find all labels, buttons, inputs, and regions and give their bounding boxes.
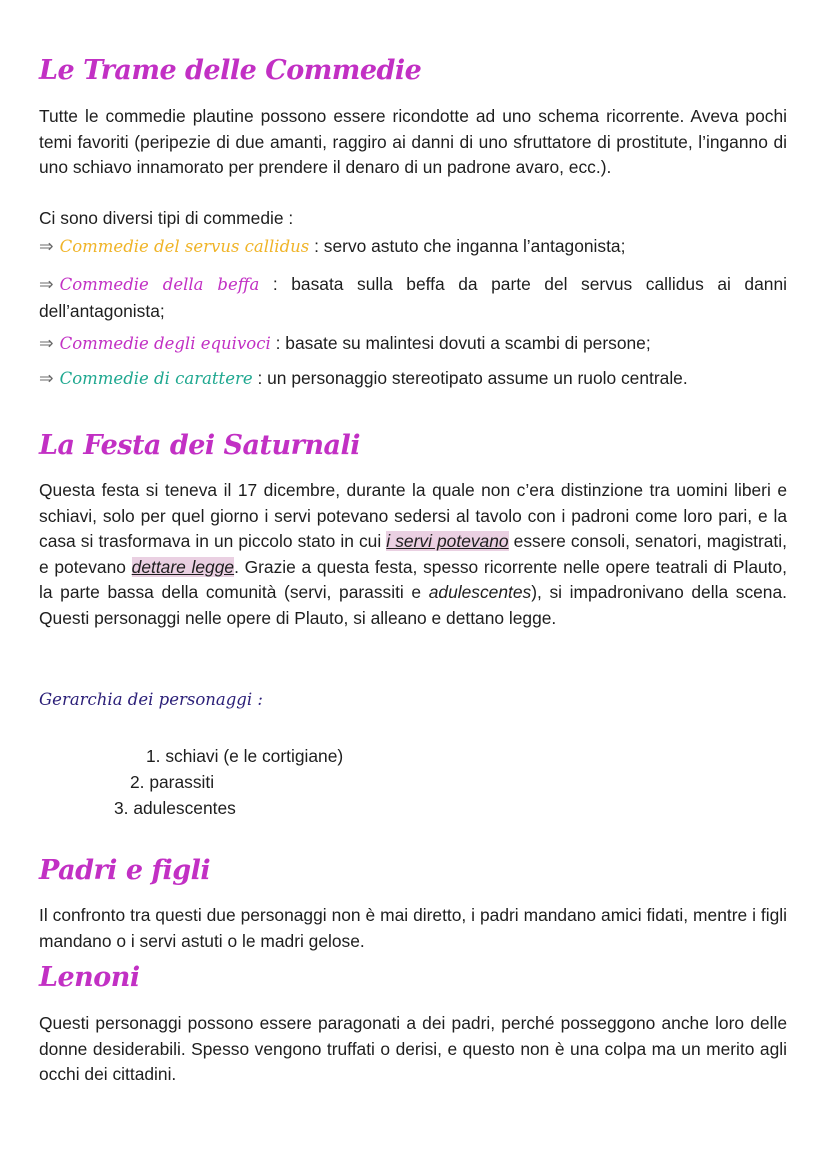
arrow-icon: ⇒ <box>39 236 54 256</box>
arrow-icon: ⇒ <box>39 274 54 294</box>
type-text-callidus: servo astuto che inganna l’antagonista; <box>323 236 626 256</box>
hierarchy-label <box>39 690 263 709</box>
saturnali-text-4: ), si impadronivano della scena. Questi personaggi nelle opere di Plauto, si alleano e dettano legge. <box>39 582 787 628</box>
type-item-callidus <box>39 234 787 260</box>
section-title-saturnali: La Festa dei Saturnali <box>39 430 360 461</box>
arrow-icon: ⇒ <box>39 333 54 353</box>
type-label-callidus: Commedie del servus callidus <box>59 237 310 256</box>
type-sep: : <box>275 333 281 353</box>
type-label-carattere: Commedie di carattere <box>59 369 253 388</box>
hierarchy-sep: : <box>257 690 263 709</box>
highlight-servi-potevano: i servi potevano <box>386 531 509 551</box>
lenoni-paragraph: Questi personaggi possono essere paragonati a dei padri, perché posseggono anche loro delle donne desiderabili. Spesso vengono truffati o derisi, e questo non è una colpa ma un merito agli occhi dei cittadini. <box>39 1013 787 1084</box>
type-sep: : <box>257 368 263 388</box>
saturnali-text-3: . Grazie a questa festa, spesso ricorrente nelle opere teatrali di Plauto, la parte bassa della comunità (servi, parassiti e <box>39 556 787 602</box>
hierarchy-item-3: 3. adulescentes <box>114 798 236 818</box>
type-item-equivoci <box>39 331 787 357</box>
type-sep: : <box>272 274 278 294</box>
type-item-beffa <box>39 272 787 298</box>
section-title-trame: Le Trame delle Commedie <box>39 55 422 86</box>
hierarchy-item-2: 2. parassiti <box>130 772 215 792</box>
section-title-padri: Padri e figli <box>39 855 211 886</box>
italic-adulescentes: adulescentes <box>428 582 532 602</box>
type-label-beffa: Commedie della beffa <box>59 275 260 294</box>
trame-intro-paragraph: Tutte le commedie plautine possono essere ricondotte ad uno schema ricorrente. Aveva pochi temi favoriti (peripezie di due amanti, raggiro ai danni di uno sfruttatore di prostitute, l’inganno di uno schiavo innamorato per prendere il denaro di un padrone avaro, ecc.). <box>39 106 787 177</box>
type-text-equivoci: basate su malintesi dovuti a scambi di persone; <box>285 333 651 353</box>
hierarchy-item-1: 1. schiavi (e le cortigiane) <box>146 746 344 766</box>
saturnali-paragraph <box>39 478 787 631</box>
types-intro: Ci sono diversi tipi di commedie : <box>39 208 294 228</box>
type-sep: : <box>314 236 319 256</box>
arrow-icon: ⇒ <box>39 368 54 388</box>
section-title-lenoni: Lenoni <box>39 962 140 993</box>
type-item-carattere <box>39 366 787 392</box>
type-text-beffa-line1: basata sulla beffa da parte del servus callidus ai danni <box>291 274 787 294</box>
saturnali-text-2: essere consoli, senatori, magistrati, e potevano <box>39 531 787 577</box>
hierarchy-label-text: Gerarchia dei personaggi <box>39 690 253 709</box>
saturnali-text-1: Questa festa si teneva il 17 dicembre, durante la quale non c’era distinzione tra uomini liberi e schiavi, solo per quel giorno i servi potevano sedersi al tavolo con i padroni come loro pari, e la casa si trasformava in un piccolo stato in cui <box>39 480 787 551</box>
type-label-equivoci: Commedie degli equivoci <box>59 334 271 353</box>
padri-paragraph: Il confronto tra questi due personaggi non è mai diretto, i padri mandano amici fidati, mentre i figli mandano o i servi astuti o le madri gelose. <box>39 905 787 951</box>
type-text-beffa-line2: dell’antagonista; <box>39 301 165 321</box>
type-text-carattere: un personaggio stereotipato assume un ruolo centrale. <box>267 368 688 388</box>
highlight-dettare-legge: dettare legge <box>131 556 235 577</box>
